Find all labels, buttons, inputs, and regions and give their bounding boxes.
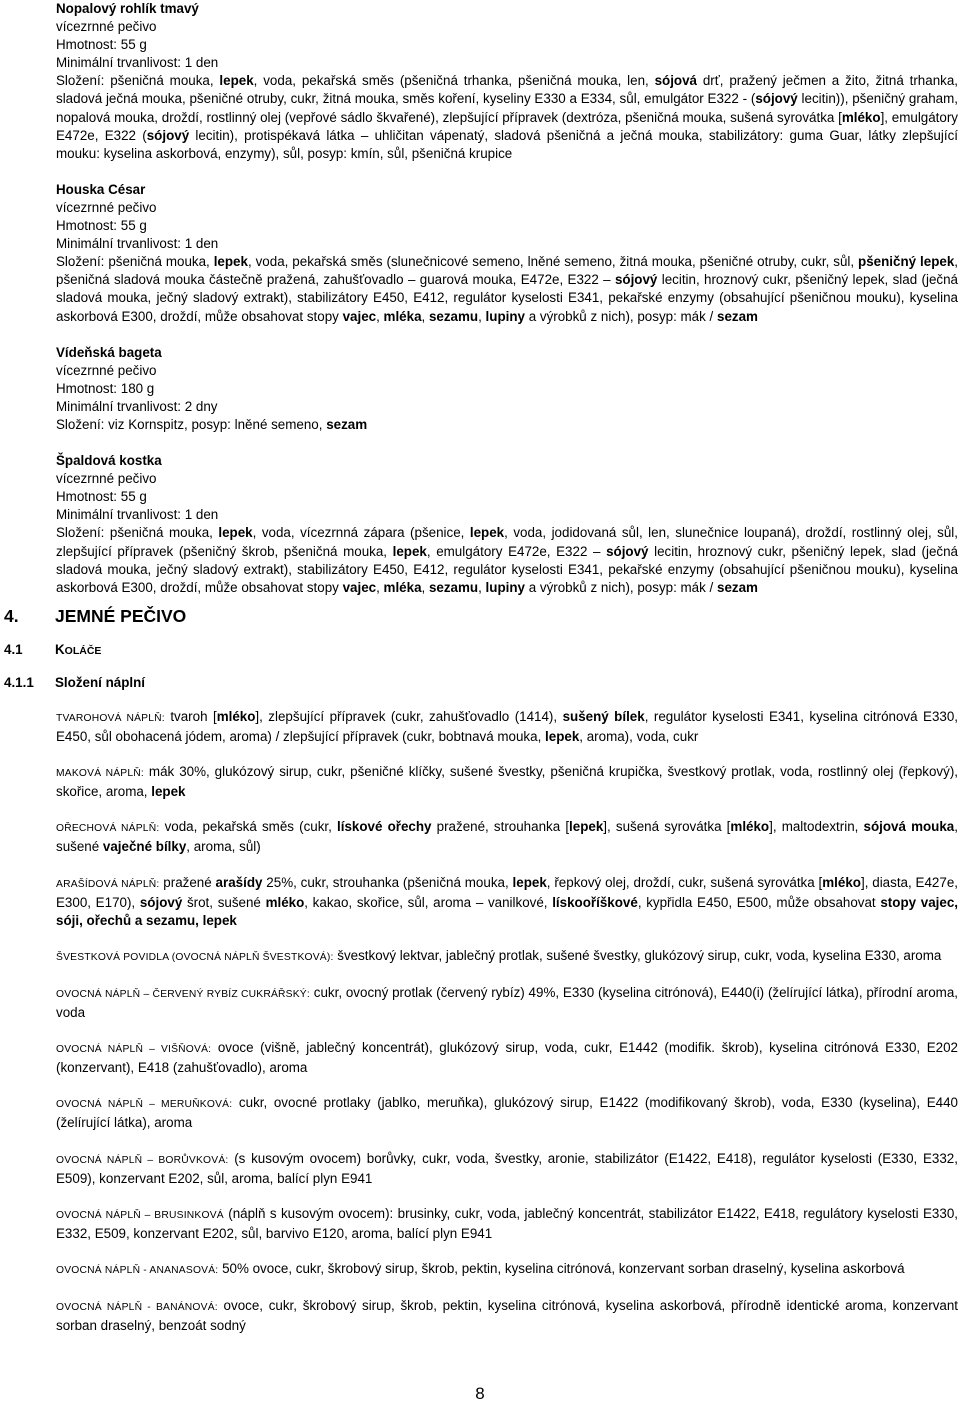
allergen-text: sójová <box>654 73 697 89</box>
section-heading <box>4 605 960 627</box>
subsection-title-rest: OLÁČE <box>64 644 102 657</box>
text-run: , <box>478 579 486 595</box>
subsection-title-initial: K <box>55 641 65 657</box>
text-run: cukr, ovocné protlaky (jablko, meruňka), glukózový sirup, E1422 (modifikovaný škrob), voda, E330 (kyselina), E440 (želírující látka), aroma <box>56 1095 958 1131</box>
text-run: , regulátor kyselosti E341, kyselina citrónová E330, E450, sůl obohacená jódem, aroma) / zlepšující přípravek (cukr, bobtnavá mouka, <box>56 709 959 745</box>
product-weight: Hmotnost: 55 g <box>56 37 147 53</box>
text-run: , <box>421 579 429 595</box>
allergen-text: lepek <box>545 729 580 745</box>
allergen-text: mléko <box>265 894 305 910</box>
filling-label: ARAŠÍDOVÁ NÁPLŇ: <box>56 878 160 890</box>
product-list <box>0 0 960 597</box>
subsection-heading <box>4 641 960 660</box>
text-run: , aroma, sůl) <box>186 839 261 855</box>
allergen-text: vaječné bílky <box>102 839 187 855</box>
product-composition <box>56 72 958 162</box>
page-number: 8 <box>475 1384 485 1403</box>
product-weight: Hmotnost: 55 g <box>56 489 147 505</box>
allergen-text: sezam <box>326 416 368 432</box>
text-run: lecitin), protispékavá látka – uhličitan vápenatý, sladová pšeničná a ječná mouka, stabilizátory: guma Guar, látky zlepšující mouku: kyselina askorbová, enzymy), sůl, posyp: kmín, sůl, pšeničná krupice <box>56 127 958 161</box>
allergen-text: mléko <box>841 109 881 125</box>
filling-text <box>56 764 958 799</box>
product-entry <box>56 0 958 163</box>
allergen-text: mléko <box>730 819 770 835</box>
product-entry <box>56 181 958 326</box>
text-run: pražené <box>159 874 216 890</box>
filling-label: ŠVESTKOVÁ POVIDLA (OVOCNÁ NÁPLŇ ŠVESTKOVÁ): <box>56 951 334 963</box>
text-run: tvaroh [ <box>164 709 217 724</box>
text-run: 50% ovoce, cukr, škrobový sirup, škrob, pektin, kyselina citrónová, konzervant sorban draselný, kyselina askorbová <box>218 1260 905 1276</box>
filling-entry <box>56 1297 958 1335</box>
text-run: , emulgátory E472e, E322 – <box>426 543 607 559</box>
filling-label: OVOCNÁ NÁPLŇ – MERUŇKOVÁ: <box>56 1099 233 1111</box>
text-run: Složení: viz Kornspitz, posyp: lněné semeno, <box>56 416 327 432</box>
filling-entry <box>56 708 958 746</box>
text-run: , voda, jodidovaná sůl, len, slunečnice loupaná), droždí, rostlinný olej, sůl, zlepšující přípravek (pšeničný škrob, pšeničná mouka, <box>56 525 958 559</box>
allergen-text: sezamu <box>428 308 479 324</box>
filling-entry <box>56 874 958 930</box>
text-run: cukr, ovocný protlak (červený rybíz) 49%, E330 (kyselina citrónová), E440(i) (želírující látka), přírodní aroma, voda <box>56 984 958 1021</box>
text-run: pražené, strouhanka [ <box>431 819 570 835</box>
filling-entry <box>56 1094 958 1132</box>
text-run: , voda, pekařská směs (pšeničná trhanka, pšeničná mouka, len, <box>253 73 655 89</box>
text-run: , kakao, skořice, sůl, aroma – vanilkové, <box>304 894 553 910</box>
product-composition <box>56 416 958 434</box>
product-weight: Hmotnost: 180 g <box>56 380 155 396</box>
text-run: mák 30%, glukózový sirup, cukr, pšeničné klíčky, sušené švestky, pšeničná krupička, švestkový protlak, voda, rostlinný olej (řepkový), skořice, aroma, <box>56 764 959 800</box>
allergen-text: sójový <box>146 127 190 143</box>
product-name: Vídeňská bageta <box>56 344 162 360</box>
product-name: Nopalový rohlík tmavý <box>56 1 199 16</box>
section-number: 4. <box>4 605 19 626</box>
product-shelf-life: Minimální trvanlivost: 1 den <box>56 55 219 71</box>
text-run: ], emulgátory E472e, E322 ( <box>56 109 959 143</box>
text-run: ], zlepšující přípravek (cukr, zahušťovadlo (1414), <box>255 709 563 724</box>
text-run: Složení: pšeničná mouka, <box>56 525 219 541</box>
text-run: , sušené <box>56 819 958 855</box>
allergen-text: lískové ořechy <box>337 819 432 835</box>
product-shelf-life: Minimální trvanlivost: 2 dny <box>56 398 218 414</box>
allergen-text: sójový <box>614 272 658 288</box>
text-run: Složení: pšeničná mouka, <box>56 254 214 270</box>
text-run: , <box>421 308 429 324</box>
text-run: , řepkový olej, droždí, cukr, sušená syrovátka [ <box>546 874 823 890</box>
text-run: , voda, pekařská směs (slunečnicové semeno, lněné semeno, žitná mouka, pšeničné otruby, cukr, sůl, <box>247 254 859 270</box>
product-name: Houska César <box>56 181 146 197</box>
filling-label: OVOCNÁ NÁPLŇ – BRUSINKOVÁ <box>56 1209 224 1221</box>
allergen-text: arašídy <box>215 874 263 890</box>
filling-text <box>218 1261 904 1276</box>
text-run: ovoce, cukr, škrobový sirup, škrob, pektin, kyselina citrónová, kyselina askorbová, přírodně identické aroma, konzervant sorban draselný, benzoát sodný <box>56 1297 959 1334</box>
allergen-text: sójový <box>755 91 798 107</box>
allergen-text: sezam <box>717 308 758 324</box>
text-run: , <box>376 308 384 324</box>
allergen-text: vajec <box>342 308 377 324</box>
subsubsection-number: 4.1.1 <box>4 674 34 690</box>
filling-label: OVOCNÁ NÁPLŇ – ČERVENÝ RYBÍZ CUKRÁŘSKÝ: <box>56 988 310 1000</box>
text-run: , kypřidla E450, E500, může obsahovat <box>637 894 881 910</box>
text-run: (náplň s kusovým ovocem): brusinky, cukr, voda, jablečný koncentrát, stabilizátor E1422, E418, regulátory kyselosti E330, E332, E509, konzervant E202, sůl, barvivo E120, aroma, balící plyn E941 <box>56 1205 958 1241</box>
allergen-text: sezamu <box>428 579 479 595</box>
text-run: , <box>478 308 486 324</box>
filling-label: OVOCNÁ NÁPLŇ - ANANASOVÁ: <box>56 1264 219 1276</box>
allergen-text: mléka <box>383 579 422 595</box>
filling-label: OŘECHOVÁ NÁPLŇ: <box>56 823 160 835</box>
product-category: vícezrnné pečivo <box>56 19 157 35</box>
filling-entry <box>56 1150 958 1188</box>
product-composition <box>56 253 958 325</box>
section-title: JEMNÉ PEČIVO <box>55 605 187 626</box>
product-category: vícezrnné pečivo <box>56 362 157 378</box>
allergen-text: lepek <box>512 874 547 890</box>
filling-text <box>56 709 958 744</box>
allergen-text: sójový <box>139 894 183 910</box>
text-run: lecitin)), pšeničný graham, nopalová mouka, droždí, rostlinný olej (vepřové sádlo škvařené), zlepšující přípravek (dextróza, pšeničná mouka, sušená syrovátka [ <box>56 91 958 125</box>
allergen-text: lepek <box>219 73 254 89</box>
allergen-text: sušený bílek <box>562 709 645 724</box>
allergen-text: lepek <box>151 784 186 800</box>
allergen-text: vajec <box>342 579 377 595</box>
allergen-text: mléko <box>216 709 256 724</box>
filling-text <box>56 875 958 928</box>
product-composition <box>56 524 958 596</box>
filling-text <box>334 948 942 963</box>
filling-entry <box>56 1260 958 1280</box>
product-shelf-life: Minimální trvanlivost: 1 den <box>56 507 219 523</box>
text-run: drť, pražený ječmen a žito, žitná trhanka, sladová ječná mouka, pšeničné otruby, cukr, žitná mouka, směs koření, kyseliny E330 a E334, sůl, emulgátor E322 - ( <box>56 73 958 107</box>
text-run: (s kusovým ovocem) borůvky, cukr, voda, švestky, aronie, stabilizátor (E1422, E418), regulátor kyselosti (E330, E332, E509), konzervant E202, sůl, aroma, balící plyn E941 <box>56 1150 958 1186</box>
allergen-text: mléka <box>383 308 422 324</box>
allergen-text: mléko <box>822 874 861 890</box>
text-run: a výrobků z nich), posyp: mák / <box>524 308 717 324</box>
filling-entry <box>56 763 958 801</box>
subsubsection-title: Složení náplní <box>55 674 146 690</box>
text-run: a výrobků z nich), posyp: mák / <box>524 579 717 595</box>
product-category: vícezrnné pečivo <box>56 471 157 487</box>
filling-label: OVOCNÁ NÁPLŇ - BANÁNOVÁ: <box>56 1301 218 1313</box>
product-weight: Hmotnost: 55 g <box>56 218 147 234</box>
product-shelf-life: Minimální trvanlivost: 1 den <box>56 236 219 252</box>
filling-label: TVAROHOVÁ NÁPLŇ: <box>56 713 165 724</box>
allergen-text: lepek <box>569 819 604 835</box>
allergen-text: lepek <box>213 254 248 270</box>
filling-entry <box>56 984 958 1022</box>
product-name: Špaldová kostka <box>56 453 162 469</box>
text-run: ], sušená syrovátka [ <box>603 819 731 835</box>
text-run: ovoce (višně, jablečný koncentrát), glukózový sirup, voda, cukr, E1442 (modifik. škrob), kyselina citrónová E330, E202 (konzervant), E418 (zahušťovadlo), aroma <box>56 1040 958 1076</box>
subsubsection-heading <box>4 674 960 692</box>
filling-label: MAKOVÁ NÁPLŇ: <box>56 768 144 780</box>
subsection-number: 4.1 <box>4 641 23 657</box>
filling-entry <box>56 1039 958 1077</box>
text-run: , aroma), voda, cukr <box>579 729 699 745</box>
text-run: voda, pekařská směs (cukr, <box>159 819 338 835</box>
allergen-text: sezam <box>717 579 758 595</box>
filling-text <box>56 819 958 854</box>
text-run: , pšeničná sladová mouka částečně pražená, zahušťovadlo – guarová mouka, E472e, E322 – <box>56 254 959 288</box>
text-run: 25%, cukr, strouhanka (pšeničná mouka, <box>262 874 513 890</box>
text-run: ], maltodextrin, <box>769 819 864 835</box>
allergen-text: stopy vajec, sóji, ořechů a sezamu, lepek <box>56 894 958 928</box>
product-entry <box>56 452 958 597</box>
text-run: , <box>376 579 384 595</box>
product-category: vícezrnné pečivo <box>56 199 157 215</box>
text-run: lecitin, hroznový cukr, pšeničný lepek, slad (ječná sladová mouka, ječný sladový extrakt), stabilizátory E450, E412, regulátor kyselosti E341, pekařské enzymy (obsahující pšeničnou mouku), kyselina askorbová E300, droždí, může obsahovat stopy <box>56 272 958 324</box>
text-run: ], diasta, E427e, E300, E170), <box>56 874 958 910</box>
filling-list <box>0 708 960 1335</box>
text-run: lecitin, hroznový cukr, pšeničný lepek, slad (ječná sladová mouka, ječný sladový extrakt), stabilizátory E450, E412, regulátor kyselosti E341, pekařské enzymy (obsahující pšeničnou mouku), kyselina askorbová E300, droždí, může obsahovat stopy <box>56 543 958 595</box>
allergen-text: sójový <box>606 543 649 559</box>
allergen-text: pšeničný lepek <box>858 254 955 270</box>
product-entry <box>56 344 958 434</box>
allergen-text: sójová mouka <box>863 819 955 835</box>
allergen-text: lupiny <box>485 308 525 324</box>
allergen-text: lepek <box>469 525 505 541</box>
filling-entry <box>56 947 958 967</box>
text-run: švestkový lektvar, jablečný protlak, sušené švestky, glukózový sirup, cukr, voda, kyselina E330, aroma <box>333 947 942 963</box>
allergen-text: lupiny <box>485 579 525 595</box>
text-run: šrot, sušené <box>182 894 266 910</box>
filling-label: OVOCNÁ NÁPLŇ – VIŠŇOVÁ: <box>56 1044 212 1056</box>
allergen-text: lepek <box>392 543 427 559</box>
filling-entry <box>56 818 958 856</box>
allergen-text: lískooříškové <box>552 894 638 910</box>
filling-label: OVOCNÁ NÁPLŇ – BORŮVKOVÁ: <box>56 1154 229 1166</box>
allergen-text: lepek <box>218 525 253 541</box>
text-run: Složení: pšeničná mouka, <box>56 73 220 89</box>
text-run: , voda, vícezrnná zápara (pšenice, <box>252 525 470 541</box>
filling-entry <box>56 1205 958 1243</box>
